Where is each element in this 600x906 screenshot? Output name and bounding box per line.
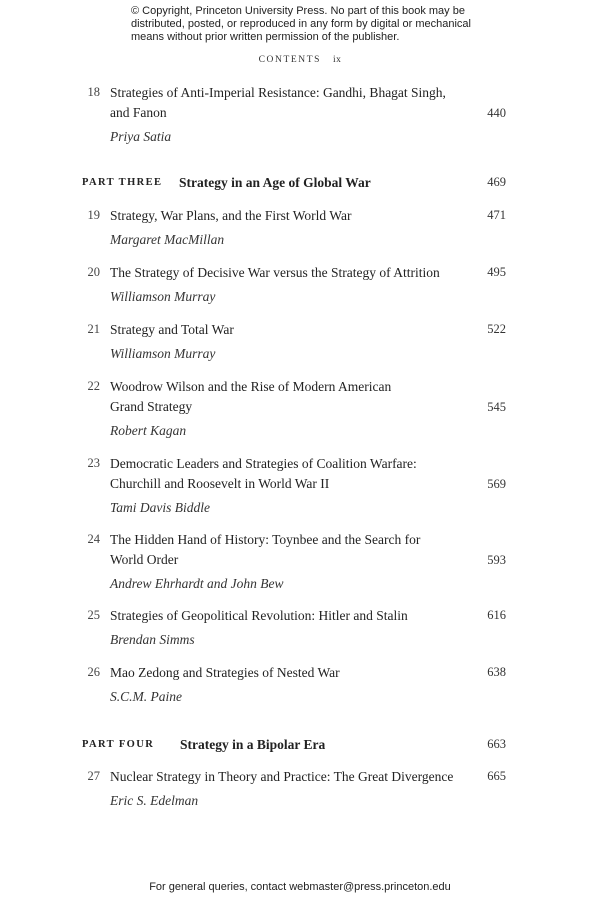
chapter-number: 27: [87, 769, 100, 783]
chapter-author: Williamson Murray: [110, 346, 216, 361]
chapter-number: 22: [87, 379, 100, 393]
page-number: 495: [487, 265, 506, 279]
running-head: [0, 55, 600, 65]
page-number: 593: [487, 552, 506, 567]
part-label: PART THREE: [82, 177, 163, 188]
running-head-title: CONTENTS: [258, 55, 322, 65]
part-title: Strategy in an Age of Global War: [179, 175, 371, 190]
chapter-author: Priya Satia: [110, 128, 172, 144]
chapter-number: 25: [87, 608, 100, 622]
page-number: 616: [487, 608, 506, 622]
copyright-line: © Copyright, Princeton University Press. No part of this book may be: [131, 5, 465, 17]
part-label: PART FOUR: [82, 739, 155, 750]
chapter-author: Margaret MacMillan: [110, 232, 225, 247]
chapter-author: Andrew Ehrhardt and John Bew: [110, 575, 284, 591]
chapter-title: Woodrow Wilson and the Rise of Modern American: [110, 379, 392, 394]
chapter-author: Williamson Murray: [110, 289, 216, 304]
chapter-title: Democratic Leaders and Strategies of Coalition Warfare:: [110, 456, 417, 471]
chapter-author: Tami Davis Biddle: [110, 499, 211, 515]
chapter-author: Eric S. Edelman: [110, 793, 199, 808]
chapter-author: S.C.M. Paine: [110, 689, 182, 704]
copyright-line: means without prior written permission of the publisher.: [131, 31, 400, 43]
chapter-title: Strategies of Geopolitical Revolution: Hitler and Stalin: [110, 608, 408, 623]
page-number: 545: [487, 399, 506, 414]
chapter-number: 20: [87, 265, 100, 279]
part-title: Strategy in a Bipolar Era: [180, 737, 326, 752]
chapter-number: 18: [87, 85, 100, 99]
page-number: 638: [487, 665, 506, 679]
chapter-title: Churchill and Roosevelt in World War II: [110, 475, 330, 491]
chapter-number: 23: [87, 456, 100, 470]
chapter-author: Brendan Simms: [110, 632, 195, 647]
chapter-number: 26: [87, 665, 100, 679]
chapter-title: Strategy, War Plans, and the First World War: [110, 208, 352, 223]
chapter-number: 19: [87, 208, 100, 222]
chapter-number: 21: [87, 322, 100, 336]
chapter-title: Strategy and Total War: [110, 322, 234, 337]
chapter-author: Robert Kagan: [110, 422, 187, 438]
page-number: 469: [487, 175, 506, 189]
chapter-title: Nuclear Strategy in Theory and Practice: The Great Divergence: [110, 769, 454, 784]
page-number: 665: [487, 769, 506, 783]
chapter-title: The Strategy of Decisive War versus the Strategy of Attrition: [110, 265, 440, 280]
chapter-title: Mao Zedong and Strategies of Nested War: [110, 665, 340, 680]
page-number: 522: [487, 322, 506, 336]
copyright-line: distributed, posted, or reproduced in any form by digital or mechanical: [131, 18, 471, 30]
page-number: 663: [487, 737, 506, 751]
chapter-title: and Fanon: [110, 104, 167, 120]
chapter-title: The Hidden Hand of History: Toynbee and the Search for: [110, 532, 421, 547]
page-number: 569: [487, 476, 506, 491]
chapter-title: Strategies of Anti-Imperial Resistance: Gandhi, Bhagat Singh,: [110, 85, 446, 100]
page-number: 471: [487, 208, 506, 222]
page-number: ix: [333, 55, 342, 65]
chapter-number: 24: [87, 532, 100, 546]
chapter-title: World Order: [110, 551, 179, 567]
chapter-title: Grand Strategy: [110, 398, 193, 414]
footer-contact: For general queries, contact webmaster@press.princeton.edu: [149, 881, 451, 893]
copyright-notice: [131, 5, 491, 44]
page-number: 440: [487, 105, 506, 120]
